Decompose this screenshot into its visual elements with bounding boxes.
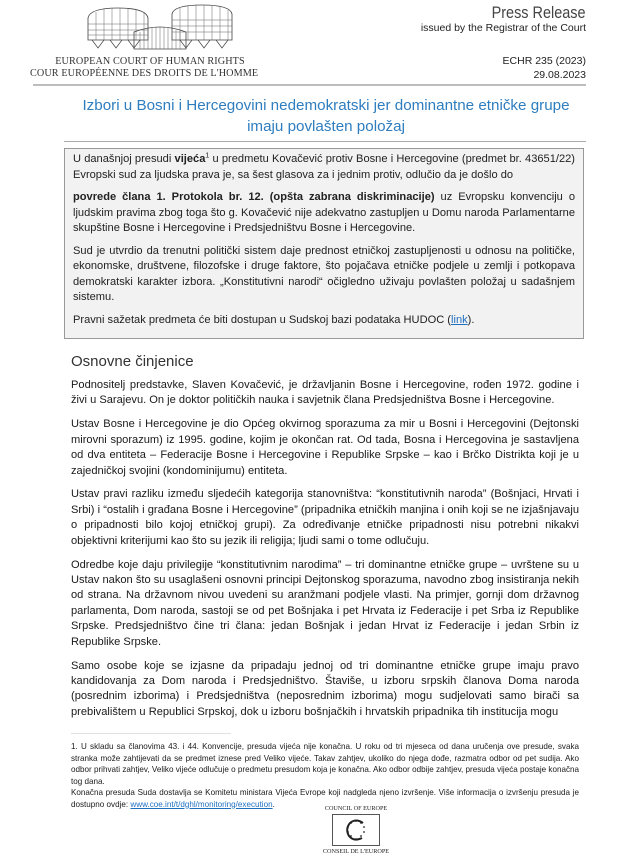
release-reference: ECHR 235 (2023) xyxy=(502,55,586,67)
summary-box xyxy=(64,148,584,339)
footnote-text-1: 1. U skladu sa članovima 43. i 44. Konvencije, presuda vijeća nije konačna. U roku od tri mjeseca od dana uručenja ove presude, svaka stranka može zahtijevati da se predmet iznese pred Veliko vijeće. Takav zahtjev, ukoliko do njega dođe, razmatra odbor od pet sudija. Ako odbor prihvati zahtjev, Veliko vijeće odlučuje o predmetu presudom koja je konačna. Ako odbor odbije zahtjev, presuda vijeća postaje konačna tog dana. xyxy=(71,742,579,786)
council-of-europe-logo xyxy=(311,805,401,855)
violation-statement: povrede člana 1. Protokola br. 12. (opšta zabrana diskriminacije) xyxy=(73,191,435,203)
execution-link[interactable]: www.coe.int/t/dghl/monitoring/execution xyxy=(130,799,273,809)
section-body xyxy=(71,378,579,729)
footnote-divider xyxy=(71,733,231,734)
body-paragraph: Podnositelj predstavke, Slaven Kovačević, je državljanin Bosne i Hercegovine, rođen 1972. godine i živi u Sarajevu. On je doktor političkih nauka i savjetnik člana Predsjedništva Bosne i Hercegovine. xyxy=(71,379,579,407)
press-release-title: Press Release xyxy=(492,3,586,22)
summary-paragraph-1: U današnjoj presudi vijeća$^1$ u predmetu Kovačević protiv Bosne i Hercegovine (predmet br. 43651/22) Evropski sud za ljudska prava je, sa šest glasova za i jednim protiv, odlučio da je došlo do xyxy=(73,152,575,181)
header-divider xyxy=(33,84,586,86)
body-paragraph: Odredbe koje daju privilegije “konstitutivnim narodima” – tri dominantne etničke grupe – uvrštene su u Ustav nakon što su usaglašeni osnovni principi Dejtonskog sporazuma, navodno zbog insistiranja nekih od strana. Na državnom nivou uvedeni su aranžmani podjele vlasti. Na primjer, gornji dom državnog parlamenta, Dom naroda, sastoji se od pet Bošnjaka i pet Hrvata iz Federacije i pet Srba iz Republike Srpske. Predsjedništvo čine tri člana: jedan Bošnjak i jedan Hrvat iz Federacije i jedan Srbin iz Republike Srpske. xyxy=(71,558,579,648)
press-release-subtitle: issued by the Registrar of the Court xyxy=(420,22,586,34)
coe-name-fr: CONSEIL DE L'EUROPE xyxy=(322,848,390,855)
body-paragraph: Ustav pravi razliku između sljedećih kategorija stanovništva: “konstitutivnih naroda” (Bošnjaci, Hrvati i Srbi) i “ostalih i građana Bosne i Hercegovine” (pripadnika etničkih manjina i onih koji se ne izjašnjavaju o pripadnosti bilo kojoj etničkoj grupi). Za određivanje etničke pripadnosti nisu potrebni nikakvi objektivni kriterijumi kao što su jezik ili religija; ljudi sami o tome odlučuju. xyxy=(71,488,579,547)
summary-paragraph-2: povrede člana 1. Protokola br. 12. (opšta zabrana diskriminacije) uz Evropsku konvenciju o ljudskim pravima zbog toga što g. Kovačević nije adekvatno zastupljen u Domu naroda Parlamentarne skupštine Bosne i Hercegovine i Predsjedništvu Bosne i Hercegovine. xyxy=(73,191,575,234)
coe-name-en: COUNCIL OF EUROPE xyxy=(324,805,388,812)
court-logo xyxy=(30,4,259,79)
summary-paragraph-4: Pravni sažetak predmeta će biti dostupan u Sudskoj bazi podataka HUDOC (link). xyxy=(73,313,475,326)
chamber-term: vijeća xyxy=(174,153,206,165)
court-name-fr: COUR EUROPÉENNE DES DROITS DE L'HOMME xyxy=(30,68,259,79)
footnote xyxy=(71,741,579,810)
footnote-text-2: Konačna presuda Suda dostavlja se Komitetu ministara Vijeća Evrope koji nadgleda njeno izvršenje. Više informacija o izvršenju presuda je dostupno ovdje: www.coe.int/t/dghl/monitoring/execution. xyxy=(71,788,579,809)
body-paragraph: Samo osobe koje se izjasne da pripadaju jednoj od tri dominantne etničke grupe imaju pravo kandidovanja za Dom naroda i Predsjedništvo. Štaviše, u izboru srpskih članova Doma naroda (posrednim izborima) i Predsjedništva (neposrednim izborima) mogu sudjelovati samo birači sa prebivalištem u Republici Srpskoj, dok u izboru bošnjačkih i hrvatskih pripadnika tih institucija mogu xyxy=(71,659,579,718)
court-name-en: EUROPEAN COURT OF HUMAN RIGHTS xyxy=(55,56,245,67)
court-building-icon xyxy=(60,4,240,54)
title-divider xyxy=(64,141,586,142)
headline: Izbori u Bosni i Hercegovini nedemokratski jer dominantne etničke grupe imaju povlašten položaj xyxy=(82,97,570,135)
section-heading: Osnovne činjenice xyxy=(71,353,194,370)
body-paragraph: Ustav Bosne i Hercegovine je dio Općeg okvirnog sporazuma za mir u Bosni i Hercegovini (Dejtonski mirovni sporazum) iz 1995. godine, kojim je okončan rat. Od tada, Bosna i Hercegovina je sastavljena od dva entiteta – Federacije Bosne i Hercegovine i Republike Srpske – kao i Brčko Distrikta koji je u zajedničkoj svojini (kondominijumu) entiteta. xyxy=(71,418,579,477)
summary-paragraph-3: Sud je utvrdio da trenutni politički sistem daje prednost etničkoj zastupljenosti u odnosu na političke, ekonomske, društvene, filozofske i druge faktore, što pojačava etničke podjele u zemlji i potkopava demokratski karakter izbora. „Konstitutivni narodi“ očigledno uživaju povlašten položaj u sadašnjem sistemu. xyxy=(73,244,575,303)
footnote-ref[interactable]: 1 xyxy=(205,152,210,160)
release-date: 29.08.2023 xyxy=(533,69,586,81)
hudoc-link[interactable]: link xyxy=(451,313,468,326)
coe-emblem-icon xyxy=(332,814,380,846)
